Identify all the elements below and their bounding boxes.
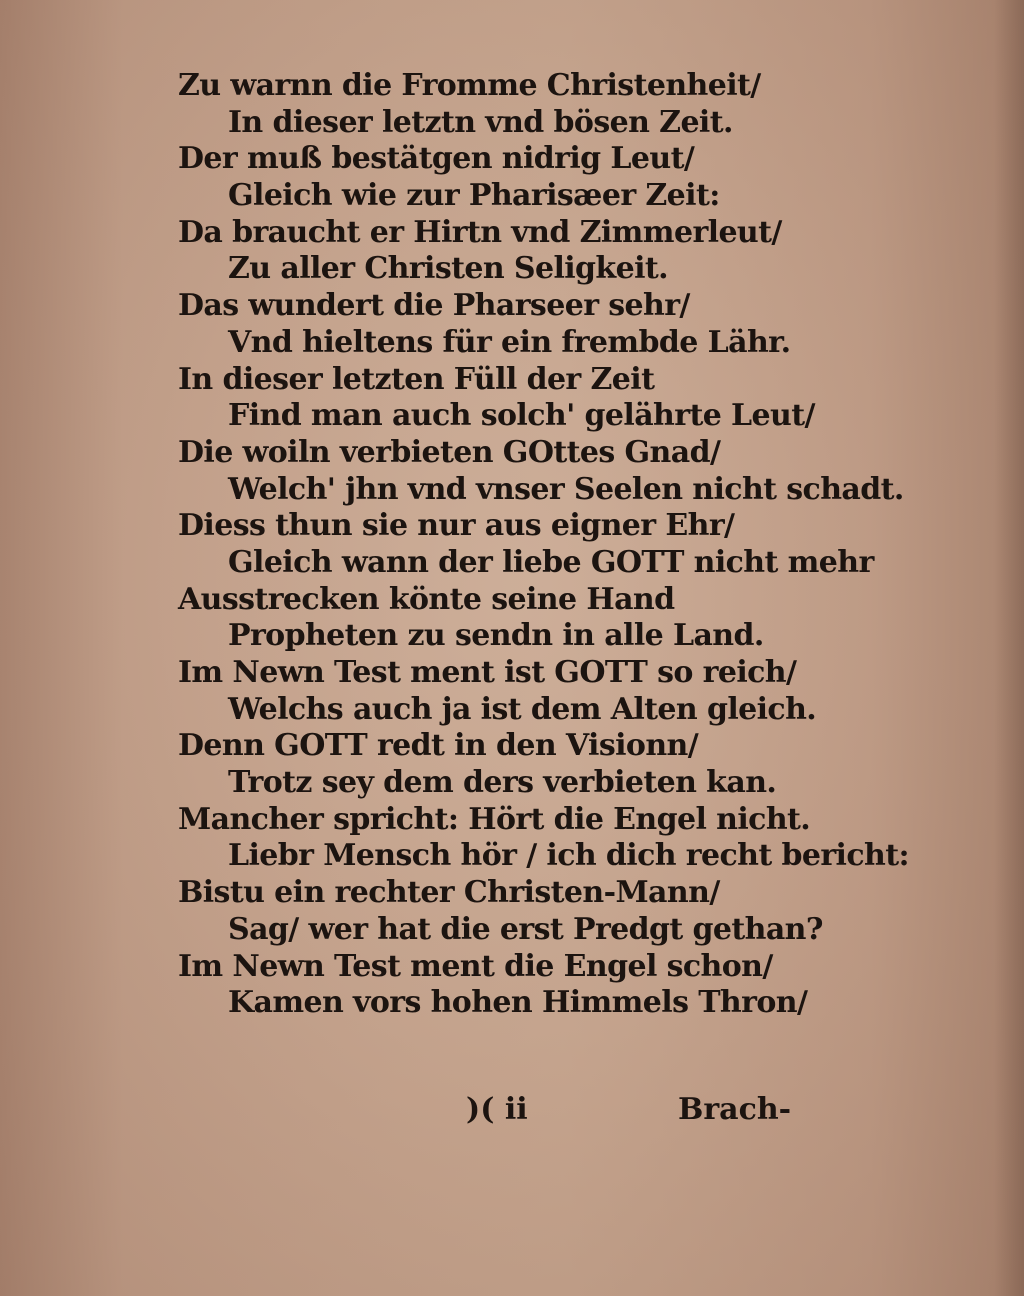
verse-line: Die woiln verbieten GOttes Gnad/	[178, 434, 721, 470]
catchword: Brach-	[678, 1092, 792, 1127]
verse-text-block	[178, 68, 909, 1022]
verse-line: Kamen vors hohen Himmels Thron/	[228, 985, 808, 1021]
verse-line: Zu warnn die Fromme Christenheit/	[178, 68, 761, 103]
verse-line: Welchs auch ja ist dem Alten gleich.	[228, 691, 817, 727]
verse-line: Denn GOTT redt in den Visionn/	[178, 728, 699, 764]
verse-line: Vnd hieltens für ein frembde Lähr.	[228, 324, 791, 360]
verse-line: Sag/ wer hat die erst Predgt gethan?	[228, 911, 823, 947]
verse-line: Ausstrecken könte seine Hand	[178, 581, 675, 617]
verse-line: Das wundert die Pharseer sehr/	[178, 288, 690, 324]
verse-line: Mancher spricht: Hört die Engel nicht.	[178, 801, 811, 837]
verse-line: Liebr Mensch hör / ich dich recht bericht:	[228, 838, 909, 874]
verse-line: Zu aller Christen Seligkeit.	[228, 251, 668, 287]
verse-line: In dieser letzten Füll der Zeit	[178, 361, 655, 397]
verse-line: Da braucht er Hirtn vnd Zimmerleut/	[178, 214, 782, 250]
verse-line: Welch' jhn vnd vnser Seelen nicht schadt.	[228, 471, 904, 507]
verse-line: Propheten zu sendn in alle Land.	[228, 618, 764, 654]
verse-line: Im Newn Test ment ist GOTT so reich/	[178, 655, 797, 690]
verse-line: Im Newn Test ment die Engel schon/	[178, 948, 773, 984]
verse-line: Bistu ein rechter Christen-Mann/	[178, 875, 720, 911]
verse-line: In dieser letztn vnd bösen Zeit.	[228, 104, 733, 140]
verse-line: Diess thun sie nur aus eigner Ehr/	[178, 508, 735, 544]
verse-line: Find man auch solch' gelährte Leut/	[228, 398, 815, 434]
verse-line: Der muß bestätgen nidrig Leut/	[178, 141, 695, 177]
verse-line: Gleich wann der liebe GOTT nicht mehr	[228, 544, 874, 580]
page-footer	[0, 1090, 1024, 1130]
verse-line: Trotz sey dem ders verbieten kan.	[228, 765, 777, 801]
verse-line: Gleich wie zur Pharisæer Zeit:	[228, 178, 720, 214]
signature-mark: )( ii	[466, 1092, 528, 1127]
